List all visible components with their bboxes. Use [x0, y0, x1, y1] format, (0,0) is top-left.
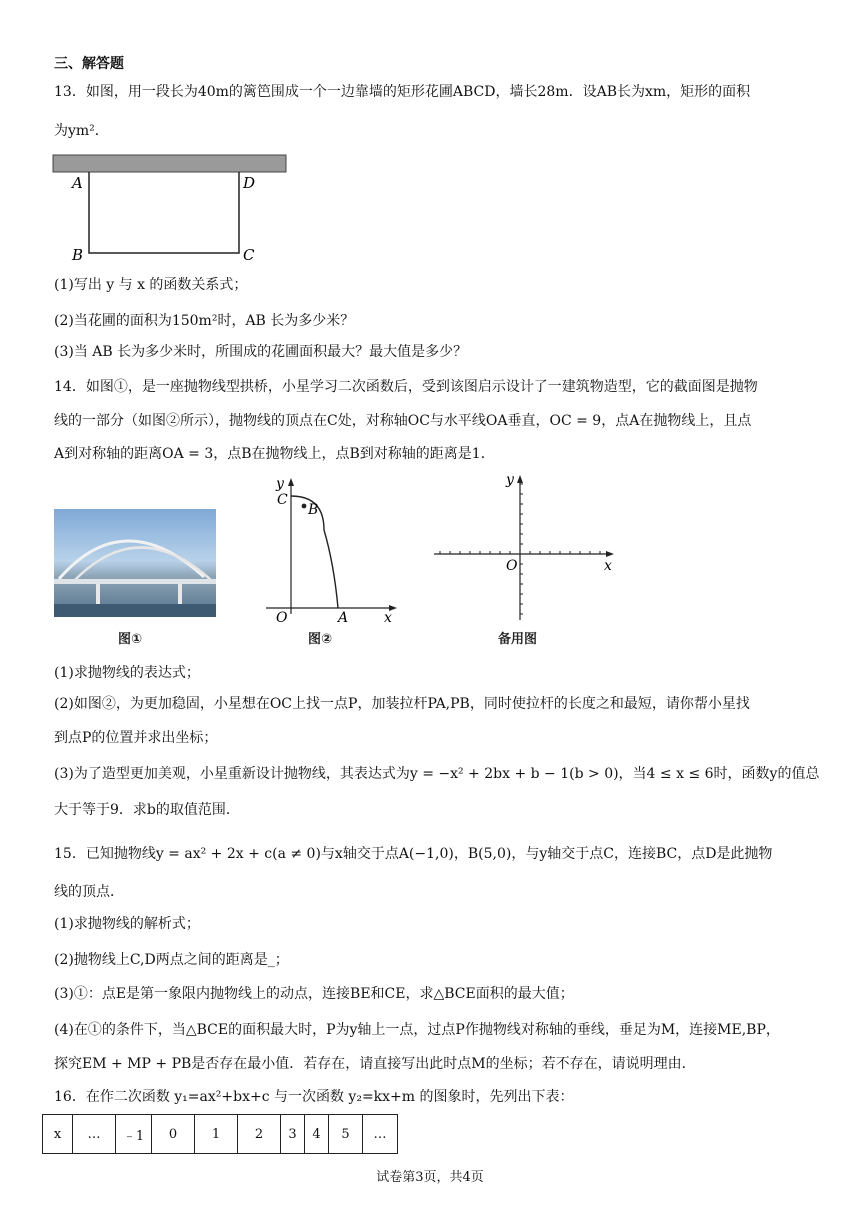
q16-value-table: [42, 1114, 398, 1154]
table-cell: …: [363, 1115, 398, 1154]
q15-part1: (1)求抛物线的解析式；: [54, 916, 200, 932]
spare-label-x: x: [604, 558, 612, 574]
q13-rectangle-figure: [46, 150, 296, 265]
q15-part4-line2: 探究EM + MP + PB是否存在最小值．若存在，请直接写出此时点M的坐标；若不存在，请说明理由．: [54, 1056, 696, 1072]
section-title: 三、解答题: [54, 56, 124, 72]
q13-stem-line2: 为ym²．: [54, 123, 109, 139]
fig2-label-b: B: [308, 502, 319, 518]
q14-part2-line2: 到点P的位置并求出坐标；: [54, 730, 218, 746]
table-cell: 5: [329, 1115, 363, 1154]
q14-stem-line3: A到对称轴的距离OA = 3，点B在抛物线上，点B到对称轴的距离是1．: [54, 446, 495, 462]
table-row: [43, 1115, 398, 1154]
q15-part2: (2)抛物线上C,D两点之间的距离是_；: [54, 952, 289, 968]
q14-part3-line1: (3)为了造型更加美观，小星重新设计抛物线，其表达式为y = −x² + 2bx + b − 1(b > 0)，当4 ≤ x ≤ 6时，函数y的值总: [54, 766, 820, 782]
label-d: D: [243, 174, 256, 192]
bridge-photo: [54, 509, 216, 617]
q14-stem-line2: 线的一部分（如图②所示），抛物线的顶点在C处，对称轴OC与水平线OA垂直，OC = 9，点A在抛物线上，且点: [54, 413, 752, 429]
figure-2-parabola: [262, 474, 402, 626]
q15-stem-line1: 15．已知抛物线y = ax² + 2x + c(a ≠ 0)与x轴交于点A(−1,0)，B(5,0)，与y轴交于点C，连接BC，点D是此抛物: [54, 846, 773, 862]
label-a: A: [72, 174, 83, 192]
label-c: C: [243, 246, 255, 264]
q13-part1: (1)写出 y 与 x 的函数关系式；: [54, 277, 248, 293]
q16-stem: 16．在作二次函数 y₁=ax²+bx+c 与一次函数 y₂=kx+m 的图象时，先列出下表：: [54, 1089, 574, 1105]
caption-fig2: 图②: [308, 632, 333, 647]
table-cell: ﹣1: [116, 1115, 152, 1154]
table-cell: 0: [152, 1115, 195, 1154]
caption-spare: 备用图: [498, 632, 538, 647]
page-footer: 试卷第3页，共4页: [376, 1170, 484, 1185]
caption-fig1: 图①: [118, 632, 143, 647]
spare-label-o: O: [506, 558, 518, 574]
q14-stem-line1: 14．如图①，是一座抛物线型拱桥，小星学习二次函数后，受到该图启示设计了一建筑物造型，它的截面图是抛物: [54, 379, 758, 395]
q13-stem-line1: 13．如图，用一段长为40m的篱笆围成一个一边靠墙的矩形花圃ABCD，墙长28m．设AB长为xm，矩形的面积: [54, 84, 751, 100]
spare-x-arrow: [606, 551, 614, 557]
spare-coordinate-figure: [430, 470, 620, 622]
fig2-label-x: x: [384, 610, 392, 626]
fig2-label-c: C: [277, 492, 288, 508]
spare-y-arrow: [517, 475, 523, 483]
spare-label-y: y: [506, 472, 514, 488]
bridge-illustration: [54, 509, 216, 617]
fig2-label-o: O: [276, 610, 288, 626]
table-cell: 4: [305, 1115, 329, 1154]
fig2-label-a: A: [338, 610, 349, 626]
label-b: B: [72, 246, 84, 264]
table-cell: 3: [281, 1115, 305, 1154]
q14-part1: (1)求抛物线的表达式；: [54, 665, 200, 681]
y-axis-arrow: [288, 478, 294, 486]
table-cell: 2: [238, 1115, 281, 1154]
table-cell: …: [73, 1115, 116, 1154]
fence: [89, 172, 239, 253]
point-b: [302, 504, 307, 509]
fig2-label-y: y: [276, 476, 284, 492]
q15-part4-line1: (4)在①的条件下，当△BCE的面积最大时，P为y轴上一点，过点P作抛物线对称轴的垂线，垂足为M，连接ME,BP，: [54, 1022, 780, 1038]
q14-part2-line1: (2)如图②，为更加稳固，小星想在OC上找一点P，加装拉杆PA,PB，同时使拉杆的长度之和最短，请你帮小星找: [54, 696, 750, 712]
q14-part3-line2: 大于等于9．求b的取值范围．: [54, 802, 240, 818]
q15-part3: (3)①：点E是第一象限内抛物线上的动点，连接BE和CE，求△BCE面积的最大值；: [54, 986, 574, 1002]
table-cell: 1: [195, 1115, 238, 1154]
wall: [53, 155, 286, 172]
q13-part3: (3)当 AB 长为多少米时，所围成的花圃面积最大？最大值是多少？: [54, 344, 468, 360]
table-cell: x: [43, 1115, 73, 1154]
q15-stem-line2: 线的顶点．: [54, 884, 124, 900]
q13-part2: (2)当花圃的面积为150m²时，AB 长为多少米？: [54, 313, 355, 329]
